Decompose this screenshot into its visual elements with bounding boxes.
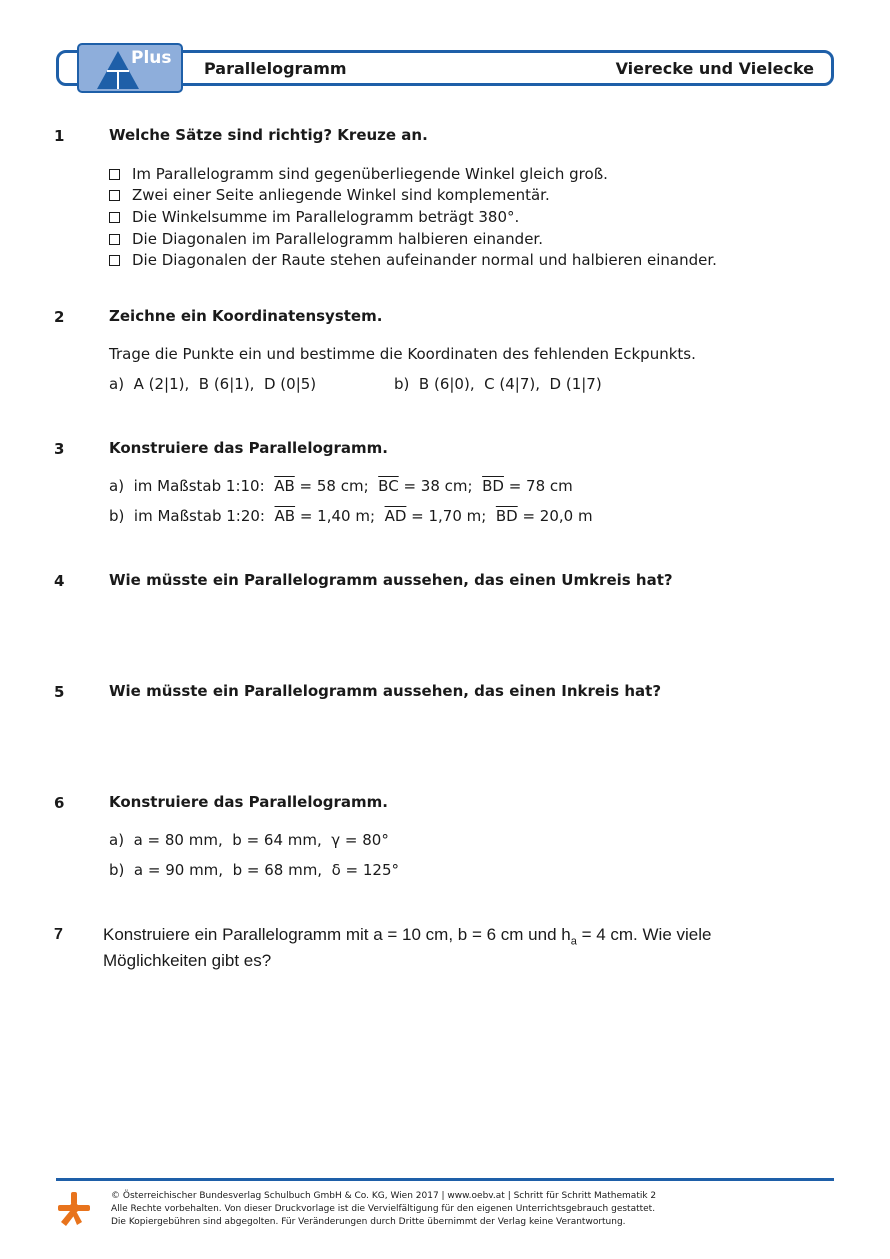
- plus-logo: [77, 43, 183, 93]
- task-number: 7: [54, 926, 63, 943]
- scale-text: im Maßstab 1:10:: [133, 477, 265, 495]
- option-text: Im Parallelogramm sind gegenüberliegende Winkel gleich groß.: [132, 165, 608, 183]
- subtask-text: B (6|0), C (4|7), D (1|7): [418, 375, 602, 393]
- segment-label: $\overline{AB}$: [274, 507, 296, 525]
- task-instruction: Trage die Punkte ein und bestimme die Koordinaten des fehlenden Eckpunkts.: [109, 345, 696, 363]
- task-text: [103, 925, 783, 971]
- subtask-b: [109, 861, 399, 879]
- scale-text: im Maßstab 1:20:: [133, 507, 265, 525]
- subtask-label: a): [109, 477, 125, 495]
- task-number: 5: [54, 683, 65, 701]
- checkbox[interactable]: [109, 234, 120, 245]
- task-question: Konstruiere das Parallelogramm.: [109, 793, 388, 811]
- task-text-part: = 4 cm. Wie viele: [576, 925, 712, 944]
- task-question: Zeichne ein Koordinatensystem.: [109, 307, 383, 325]
- segment-label: $\overline{BD}$: [482, 477, 504, 495]
- checkbox-option[interactable]: [109, 165, 608, 183]
- task-question: Welche Sätze sind richtig? Kreuze an.: [109, 126, 428, 144]
- option-text: Zwei einer Seite anliegende Winkel sind komplementär.: [132, 186, 550, 204]
- checkbox[interactable]: [109, 212, 120, 223]
- segment-value: = 1,70 m;: [406, 507, 487, 525]
- subtask-b: [109, 507, 593, 525]
- copyright-text: © Österreichischer Bundesverlag Schulbuch GmbH & Co. KG, Wien 2017 | www.oebv.at | Schritt für Schritt Mathematik 2: [111, 1191, 657, 1201]
- task-question: Wie müsste ein Parallelogramm aussehen, das einen Inkreis hat?: [109, 682, 662, 700]
- option-text: Die Diagonalen der Raute stehen aufeinander normal und halbieren einander.: [132, 251, 717, 269]
- checkbox[interactable]: [109, 190, 120, 201]
- segment-value: = 1,40 m;: [295, 507, 376, 525]
- segment-label: $\overline{BC}$: [378, 477, 399, 495]
- footer-divider: [56, 1178, 834, 1181]
- subtask-b: [394, 375, 602, 393]
- task-text-part: Konstruiere ein Parallelogramm mit a = 10 cm, b = 6 cm und h: [103, 925, 571, 944]
- disclaimer-text: Die Kopiergebühren sind abgegolten. Für Veränderungen durch Dritte übernimmt der Verlag keine Verantwortung.: [111, 1217, 626, 1227]
- segment-value: = 78 cm: [503, 477, 573, 495]
- subtask-text: a = 90 mm, b = 68 mm, δ = 125°: [133, 861, 400, 879]
- subtask-a: [109, 831, 389, 849]
- option-text: Die Diagonalen im Parallelogramm halbieren einander.: [132, 230, 543, 248]
- task-number: 2: [54, 308, 65, 326]
- section-title: Vierecke und Vielecke: [615, 59, 814, 78]
- segment-label: $\overline{AD}$: [384, 507, 407, 525]
- logo-plus-text: Plus: [131, 48, 172, 68]
- segment-label: $\overline{AB}$: [274, 477, 295, 495]
- subtask-a: [109, 477, 573, 495]
- task-number: 4: [54, 572, 65, 590]
- subtask-label: a): [109, 831, 125, 849]
- subscript: a: [570, 935, 577, 948]
- checkbox-option[interactable]: [109, 208, 519, 226]
- checkbox[interactable]: [109, 169, 120, 180]
- checkbox-option[interactable]: [109, 251, 717, 269]
- rights-text: Alle Rechte vorbehalten. Von dieser Druckvorlage ist die Vervielfältigung für den eigenen Unterrichtsgebrauch gestattet.: [111, 1204, 656, 1214]
- option-text: Die Winkelsumme im Parallelogramm beträgt 380°.: [132, 208, 520, 226]
- task-number: 1: [54, 127, 65, 145]
- segment-value: = 38 cm;: [398, 477, 473, 495]
- subtask-label: b): [394, 375, 410, 393]
- subtask-label: b): [109, 507, 125, 525]
- task-text-line2: Möglichkeiten gibt es?: [103, 951, 272, 971]
- subtask-text: a = 80 mm, b = 64 mm, γ = 80°: [133, 831, 389, 849]
- subtask-a: [109, 375, 316, 393]
- subtask-text: A (2|1), B (6|1), D (0|5): [133, 375, 317, 393]
- segment-label: $\overline{BD}$: [495, 507, 518, 525]
- task-question: Konstruiere das Parallelogramm.: [109, 439, 388, 457]
- segment-value: = 58 cm;: [294, 477, 369, 495]
- task-question: Wie müsste ein Parallelogramm aussehen, das einen Umkreis hat?: [109, 571, 673, 589]
- segment-value: = 20,0 m: [517, 507, 593, 525]
- publisher-logo-icon: [56, 1191, 92, 1227]
- task-number: 6: [54, 794, 65, 812]
- subtask-label: a): [109, 375, 125, 393]
- checkbox-option[interactable]: [109, 230, 543, 248]
- page-title: Parallelogramm: [204, 59, 347, 78]
- checkbox[interactable]: [109, 255, 120, 266]
- checkbox-option[interactable]: [109, 186, 550, 204]
- subtask-label: b): [109, 861, 125, 879]
- task-number: 3: [54, 440, 65, 458]
